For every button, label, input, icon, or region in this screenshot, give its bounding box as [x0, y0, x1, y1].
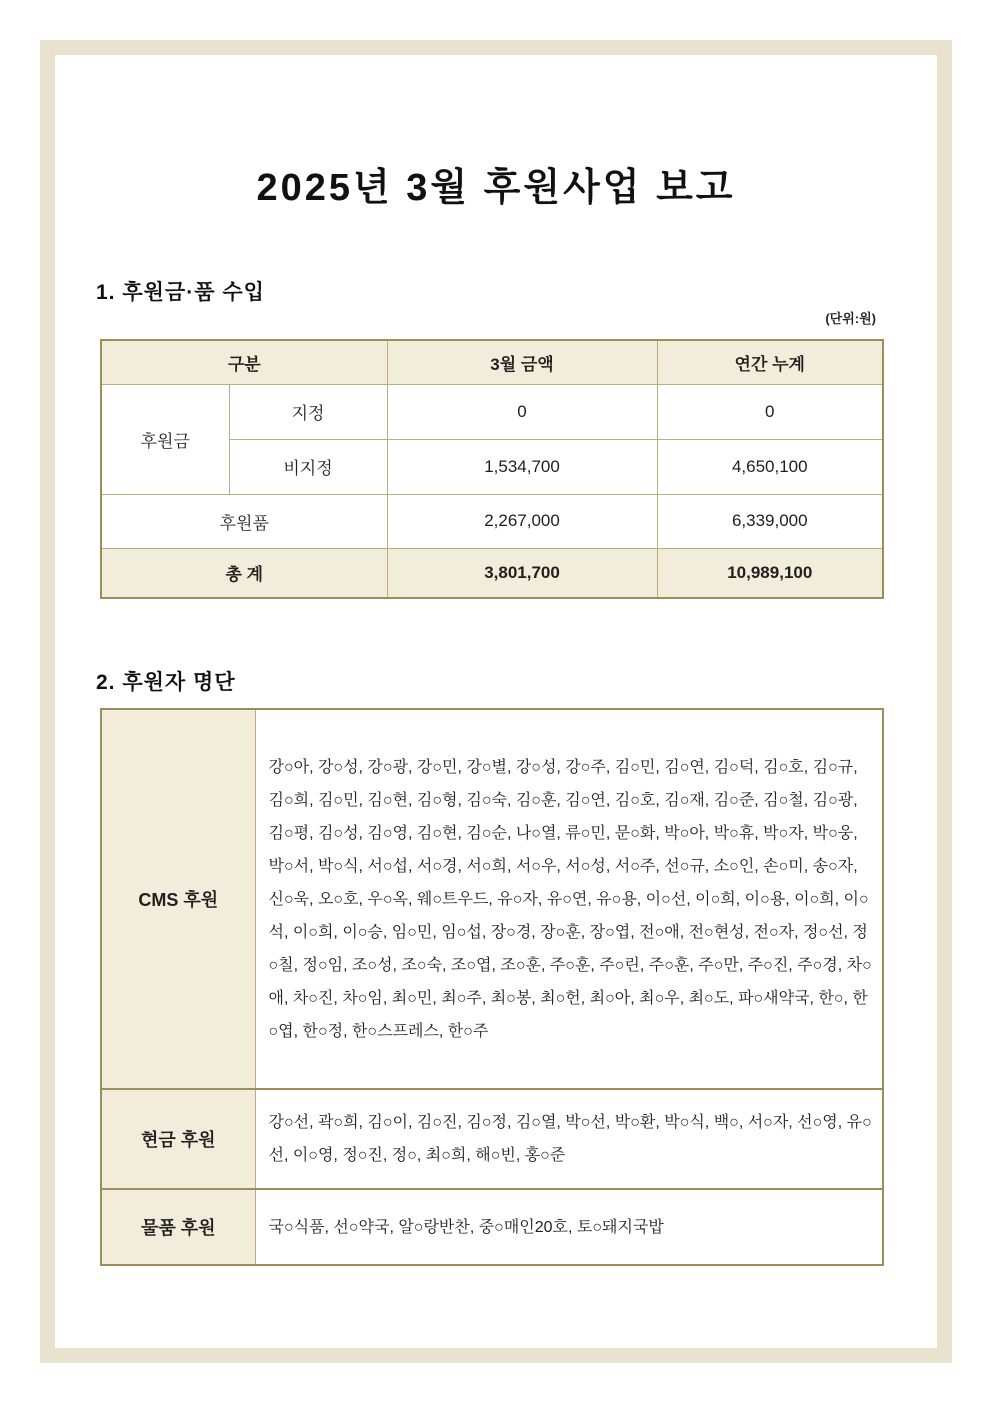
undesignated-march-value: 1,534,700 — [387, 439, 657, 494]
income-header-category: 구분 — [101, 340, 387, 384]
goods-march-value: 2,267,000 — [387, 494, 657, 548]
goods-ytd-value: 6,339,000 — [657, 494, 883, 548]
designated-march-value: 0 — [387, 384, 657, 439]
donor-row-cms — [101, 709, 883, 1089]
income-table-header-row — [101, 340, 883, 384]
section2-heading: 2. 후원자 명단 — [96, 671, 236, 694]
income-row-total — [101, 548, 883, 598]
designated-ytd-value: 0 — [657, 384, 883, 439]
designated-label: 지정 — [229, 384, 387, 439]
donor-names-cms: 강○아, 강○성, 강○광, 강○민, 강○별, 강○성, 강○주, 김○민, 김○연, 김○덕, 김○호, 김○규, 김○희, 김○민, 김○현, 김○형, 김○숙, 김○훈, 김○연, 김○호, 김○재, 김○준, 김○철, 김○광, 김○평, 김○성, 김○영, 김○현, 김○순, 나○열, 류○민, 문○화, 박○아, 박○휴, 박○자, 박○웅, 박○서, 박○식, 서○섭, 서○경, 서○희, 서○우, 서○성, 서○주, 선○규, 소○인, 손○미, 송○자, 신○욱, 오○호, 우○옥, 웨○트우드, 유○자, 유○연, 유○용, 이○선, 이○희, 이○용, 이○희, 이○석, 이○희, 이○승, 임○민, 임○섭, 장○경, 장○훈, 장○엽, 전○애, 전○현성, 전○자, 정○선, 정○칠, 정○임, 조○성, 조○숙, 조○엽, 조○훈, 주○훈, 주○린, 주○훈, 주○만, 주○진, 주○경, 차○애, 차○진, 차○임, 최○민, 최○주, 최○봉, 최○헌, 최○아, 최○우, 최○도, 파○새약국, 한○, 한○엽, 한○정, 한○스프레스, 한○주 — [255, 709, 883, 1089]
donation-group-label: 후원금 — [101, 384, 229, 494]
donor-row-goods — [101, 1189, 883, 1265]
donor-row-cash — [101, 1089, 883, 1189]
donor-names-cash: 강○선, 곽○희, 김○이, 김○진, 김○정, 김○열, 박○선, 박○환, 박○식, 백○, 서○자, 선○영, 유○선, 이○영, 정○진, 정○, 최○희, 해○빈, 홍○준 — [255, 1089, 883, 1189]
undesignated-label: 비지정 — [229, 439, 387, 494]
income-row-designated — [101, 384, 883, 439]
donor-category-cms-label: CMS 후원 — [101, 709, 255, 1089]
income-table — [100, 339, 884, 599]
goods-label: 후원품 — [101, 494, 387, 548]
donor-category-cash-label: 현금 후원 — [101, 1089, 255, 1189]
total-label: 총 계 — [101, 548, 387, 598]
donor-category-goods-label: 물품 후원 — [101, 1189, 255, 1265]
income-header-march-amount: 3월 금액 — [387, 340, 657, 384]
income-header-annual-total: 연간 누계 — [657, 340, 883, 384]
total-march-value: 3,801,700 — [387, 548, 657, 598]
income-row-goods — [101, 494, 883, 548]
donor-names-goods: 국○식품, 선○약국, 알○랑반찬, 중○매인20호, 토○돼지국밥 — [255, 1189, 883, 1265]
unit-note: (단위:원) — [825, 311, 876, 326]
total-ytd-value: 10,989,100 — [657, 548, 883, 598]
undesignated-ytd-value: 4,650,100 — [657, 439, 883, 494]
report-title: 2025년 3월 후원사업 보고 — [256, 167, 736, 209]
donor-list-table — [100, 708, 884, 1266]
section1-heading: 1. 후원금·품 수입 — [96, 281, 265, 304]
